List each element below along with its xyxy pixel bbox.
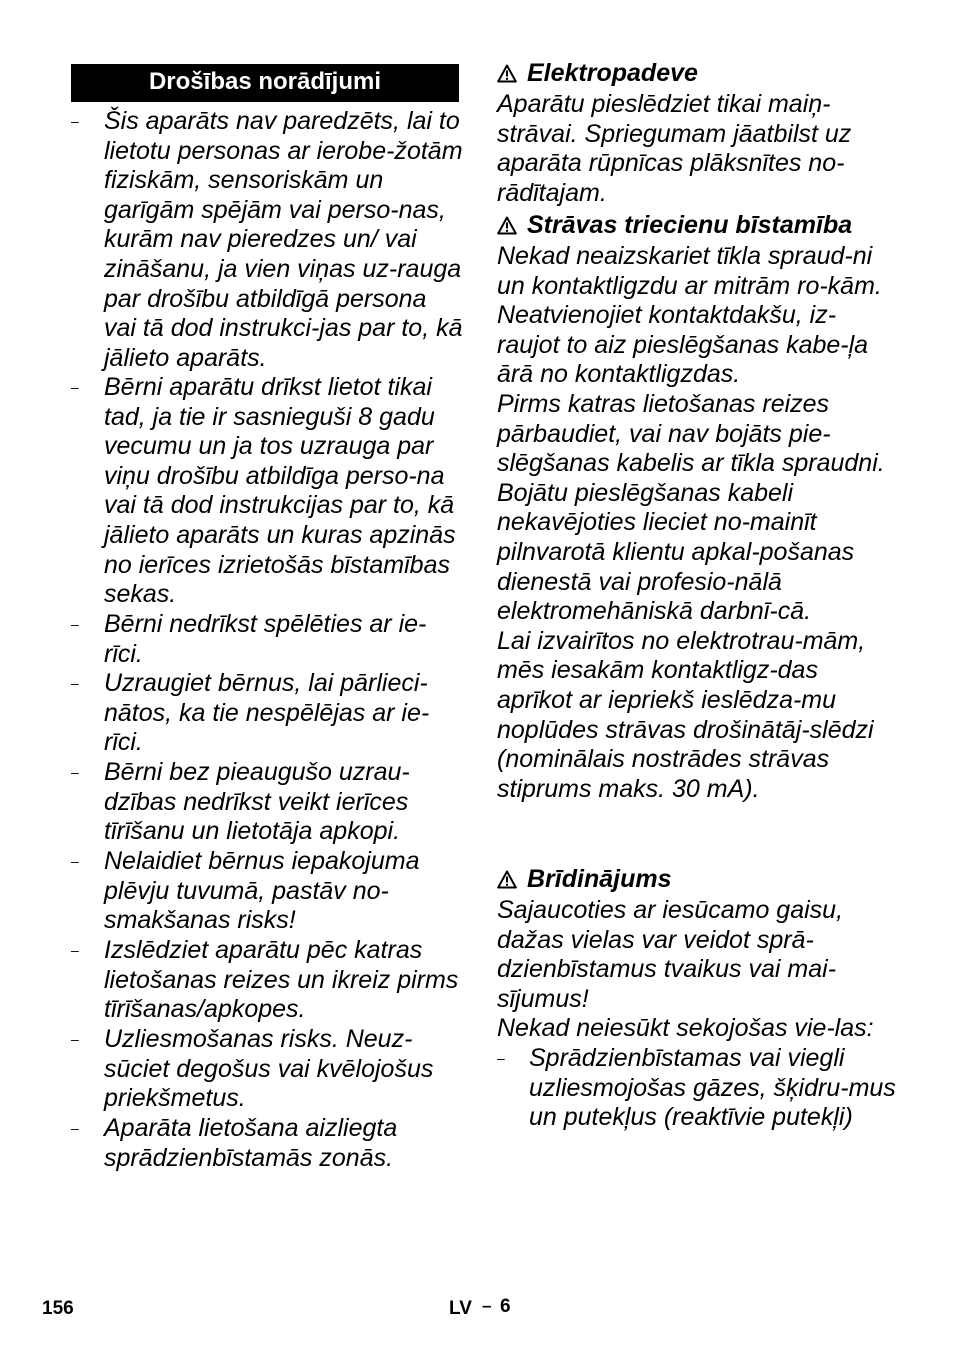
list-item: [71, 1114, 463, 1173]
page-separator: –: [482, 1296, 492, 1315]
list-item-text: Šis aparāts nav paredzēts, lai to lietotu personas ar ierobe-žotām fiziskām, sensoriskām un garīgām spējām vai perso-nas, kurām nav pieredzes un/ vai zināšanu, ja vien viņas uz-rauga par drošību atbildīgā persona vai tā dod instrukci-jas par to, kā jālieto aparāts.: [104, 107, 463, 372]
list-item: [71, 107, 463, 373]
shock-paragraph-3: Pirms katras lietošanas reizes pārbaudiet, vai nav bojāts pie-slēgšanas kabelis ar tīkla spraudni. Bojātu pieslēgšanas kabeli nekavējoties lieciet no-mainīt pilnvarotā klientu apkal-pošanas dienestā vai profesio-nālā elektromehāniskā darbnī-cā.: [497, 389, 885, 626]
list-item: [71, 1025, 463, 1114]
shock-paragraph-2: Neatvienojiet kontaktdakšu, iz-raujot to aiz pieslēgšanas kabe-ļa ārā no kontaktligzdas.: [497, 301, 869, 389]
dash-bullet: –: [71, 764, 79, 780]
shock-heading: [497, 210, 897, 242]
list-item-text: Uzliesmošanas risks. Neuz-sūciet degošus vai kvēlojošus priekšmetus.: [104, 1025, 434, 1113]
page-number: 156: [42, 1298, 74, 1319]
section-title: Drošības norādījumi: [71, 64, 459, 102]
dash-bullet: –: [71, 113, 79, 129]
shock-paragraph-4: Lai izvairītos no elektrotrau-mām, mēs iesakām kontaktligz-das aprīkot ar iepriekš ieslēdza-mu noplūdes strāvas drošinātāj-slēdzi (nominālais nostrādes strāvas stiprums maks. 30 mA).: [497, 626, 874, 803]
warning-heading-text: Brīdinājums: [527, 865, 672, 893]
warning-paragraph-1: Sajaucoties ar iesūcamo gaisu, dažas vielas var veidot sprā-dzienbīstamus tvaikus vai mai-sījumus!: [497, 896, 844, 1013]
electro-heading: [497, 58, 897, 90]
list-item-text: Uzraugiet bērnus, lai pārlieci-nātos, ka tie nespēlējas ar ie-rīci.: [104, 669, 430, 757]
electro-text: Aparātu pieslēdziet tikai maiņ-strāvai. Spriegumam jāatbilst uz aparāta rūpnīcas plāksnītes no-rādītajam.: [497, 90, 852, 207]
list-item-text: Bērni nedrīkst spēlēties ar ie-rīci.: [104, 610, 427, 668]
list-item-text: Bērni aparātu drīkst lietot tikai tad, ja tie ir sasnieguši 8 gadu vecumu un ja tos uzrauga par viņu drošību atbildīga perso-na vai tā dod instrukcijas par to, kā jālieto aparāts un kuras apzinās no ierīces izrietošās bīstamības sekas.: [104, 373, 456, 609]
dash-bullet: –: [71, 616, 79, 632]
list-item: [71, 758, 463, 847]
warning-triangle-icon: [497, 866, 519, 896]
dash-bullet: –: [71, 675, 79, 691]
list-item-text: Bērni bez pieaugušo uzrau-dzības nedrīkst veikt ierīces tīrīšanu un lietotāja apkopi.: [104, 758, 410, 846]
dash-bullet: –: [71, 942, 79, 958]
safety-bullet-list: [71, 107, 463, 1173]
shock-paragraph-1: Nekad neaizskariet tīkla spraud-ni un kontaktligzdu ar mitrām ro-kām.: [497, 242, 882, 300]
shock-section: [497, 210, 897, 804]
warning-heading: [497, 864, 897, 896]
list-item: [71, 610, 463, 669]
dash-bullet: –: [71, 1031, 79, 1047]
electro-section: [497, 58, 897, 208]
warning-triangle-icon: [497, 212, 519, 242]
warning-section: [497, 864, 897, 1133]
list-item: [71, 847, 463, 936]
warning-paragraph-2: Nekad neiesūkt sekojošas vie-las:: [497, 1014, 874, 1043]
list-item-text: Sprādzienbīstamas vai viegli uzliesmojošas gāzes, šķidru-mus un putekļus (reaktīvie putekļi): [529, 1043, 896, 1132]
dash-bullet: –: [71, 1120, 79, 1136]
shock-heading-text: Strāvas triecienu bīstamība: [527, 211, 853, 239]
list-item-text: Aparāta lietošana aizliegta sprādzienbīstamās zonās.: [104, 1114, 398, 1172]
section-page-number: 6: [500, 1296, 511, 1317]
language-label: LV: [449, 1298, 472, 1319]
warning-triangle-icon: [497, 60, 519, 90]
list-item: [71, 936, 463, 1025]
list-item-text: Nelaidiet bērnus iepakojuma plēvju tuvumā, pastāv no-smakšanas risks!: [104, 847, 420, 935]
electro-heading-text: Elektropadeve: [527, 59, 698, 87]
dash-bullet: –: [71, 853, 79, 869]
list-item: [71, 669, 463, 758]
list-item-text: Izslēdziet aparātu pēc katras lietošanas reizes un ikreiz pirms tīrīšanas/apkopes.: [104, 936, 459, 1024]
dash-bullet: –: [71, 379, 79, 395]
dash-bullet: –: [497, 1049, 505, 1066]
list-item: [71, 373, 463, 610]
list-item: [497, 1044, 897, 1133]
warning-bullet-list: [497, 1044, 897, 1133]
